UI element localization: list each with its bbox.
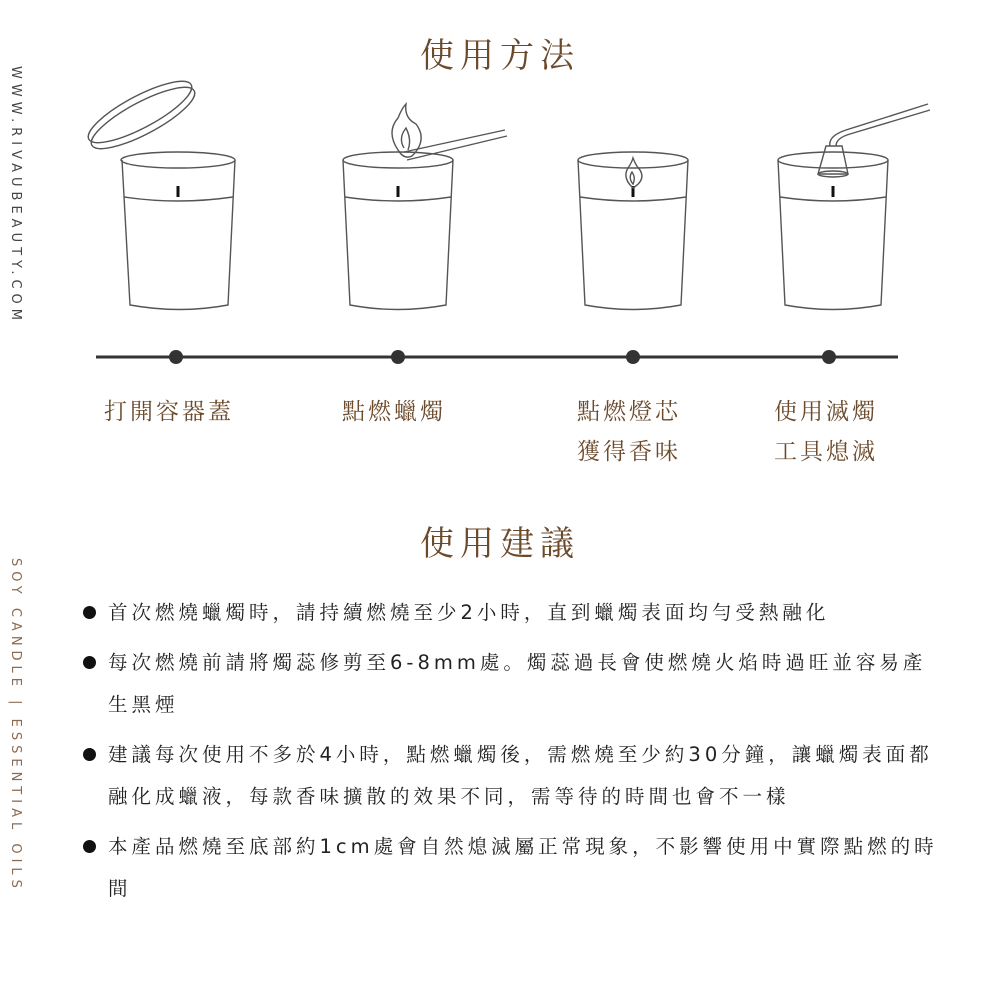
step-4-line1: 使用滅燭: [774, 399, 878, 425]
tip-text: 本產品燃燒至底部約1cm處會自然熄滅屬正常現象，不影響使用中實際點燃的時間: [108, 835, 938, 900]
usage-title: 使用方法: [420, 36, 580, 76]
tip-item: [78, 826, 938, 910]
bullet-icon: [83, 656, 96, 669]
tip-item: [78, 592, 938, 634]
candle-jar-1: [121, 152, 235, 310]
step-2-line1: 點燃蠟燭: [342, 399, 446, 425]
tip-text: 每次燃燒前請將燭蕊修剪至6-8mm處。燭蕊過長會使燃燒火焰時過旺並容易產生黑煙: [108, 651, 927, 716]
timeline-dot-4: [822, 350, 836, 364]
timeline-dot-1: [169, 350, 183, 364]
candle-jar-2: [343, 152, 453, 310]
bullet-icon: [83, 840, 96, 853]
bullet-icon: [83, 748, 96, 761]
tips-list: [78, 592, 938, 918]
jar-lid-icon: [81, 71, 201, 160]
candle-jar-4: [778, 152, 888, 310]
timeline-dot-3: [626, 350, 640, 364]
step-1-line1: 打開容器蓋: [104, 399, 234, 425]
step-4-line2: 工具熄滅: [774, 439, 878, 465]
website-url: WWW.RIVAUBEAUTY.COM: [8, 66, 23, 325]
product-tagline: SOY CANDLE | ESSENTIAL OILS: [8, 558, 23, 893]
step-4-label: [774, 392, 878, 472]
tip-text: 首次燃燒蠟燭時，請持續燃燒至少2小時，直到蠟燭表面均勻受熱融化: [108, 601, 830, 624]
bullet-icon: [83, 606, 96, 619]
tips-title: 使用建議: [420, 524, 580, 564]
timeline-dot-2: [391, 350, 405, 364]
snuffer-icon: [818, 104, 930, 177]
step-1-label: [104, 392, 234, 432]
step-3-label: [577, 392, 681, 472]
step-3-line1: 點燃燈芯: [577, 399, 681, 425]
step-2-label: [342, 392, 446, 432]
step-3-line2: 獲得香味: [577, 439, 681, 465]
tip-item: [78, 734, 938, 818]
candle-jar-3: [578, 152, 688, 310]
tip-item: [78, 642, 938, 726]
tip-text: 建議每次使用不多於4小時，點燃蠟燭後，需燃燒至少約30分鐘，讓蠟燭表面都融化成蠟液，每款香味擴散的效果不同，需等待的時間也會不一樣: [108, 743, 933, 808]
flame-icon: [626, 158, 642, 188]
